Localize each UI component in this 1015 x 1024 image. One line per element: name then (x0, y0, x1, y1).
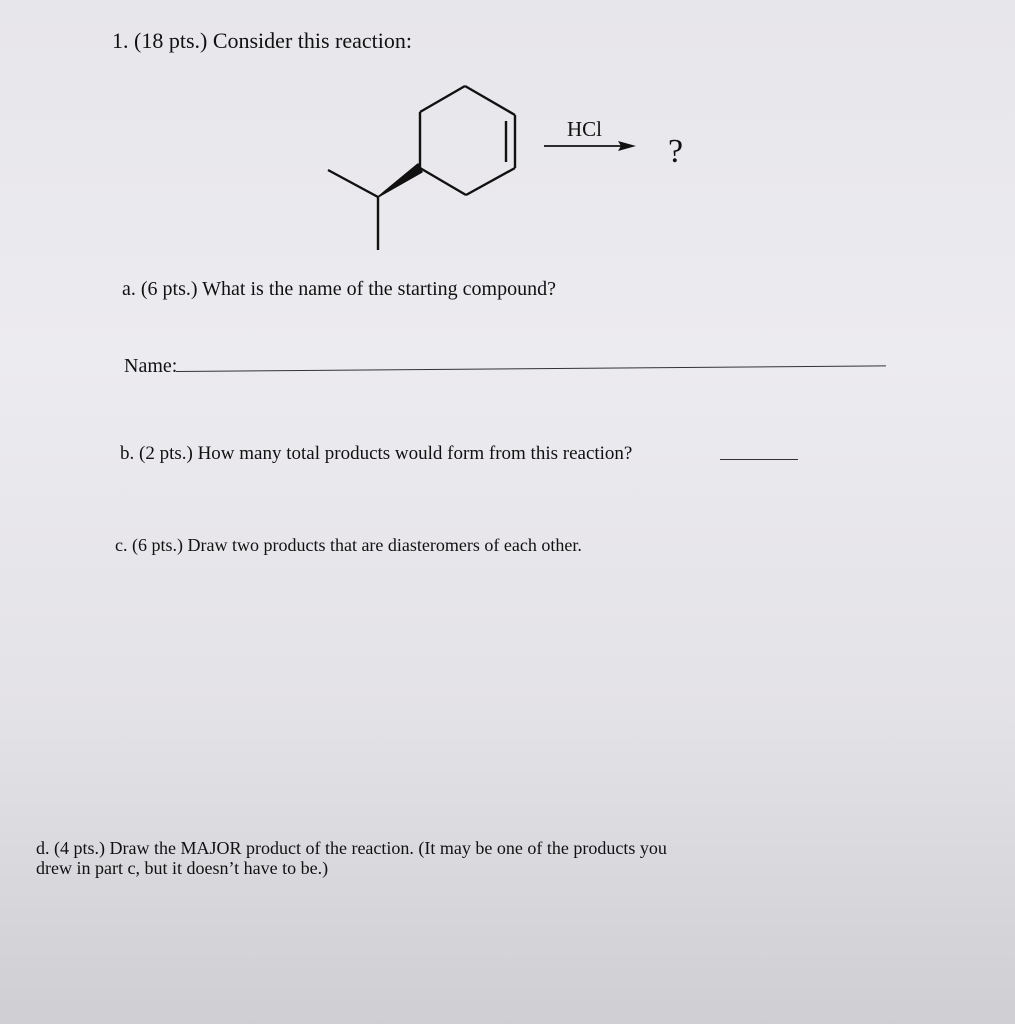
methyl-bond (328, 170, 378, 197)
starting-compound-structure (328, 86, 515, 250)
ring-bond (466, 168, 515, 195)
part-d-question (36, 838, 667, 878)
reagent-label: HCl (567, 117, 603, 141)
product-placeholder: ? (668, 133, 684, 170)
ring-bond (420, 168, 466, 195)
part-b-question: b. (2 pts.) How many total products would form from this reaction? (120, 443, 633, 464)
part-d-line-2: drew in part c, but it doesn’t have to be.) (36, 858, 329, 878)
ring-bond (420, 86, 465, 112)
part-b-answer-line (720, 459, 798, 460)
part-c-question: c. (6 pts.) Draw two products that are diasteromers of each other. (115, 535, 582, 555)
question-header: 1. (18 pts.) Consider this reaction: (112, 28, 413, 53)
wedge-bond (378, 164, 422, 197)
ring-bond (465, 86, 515, 115)
name-label: Name: (124, 355, 178, 377)
part-a-question: a. (6 pts.) What is the name of the starting compound? (122, 278, 556, 300)
part-d-line-1: d. (4 pts.) Draw the MAJOR product of the reaction. (It may be one of the products you (36, 838, 667, 858)
